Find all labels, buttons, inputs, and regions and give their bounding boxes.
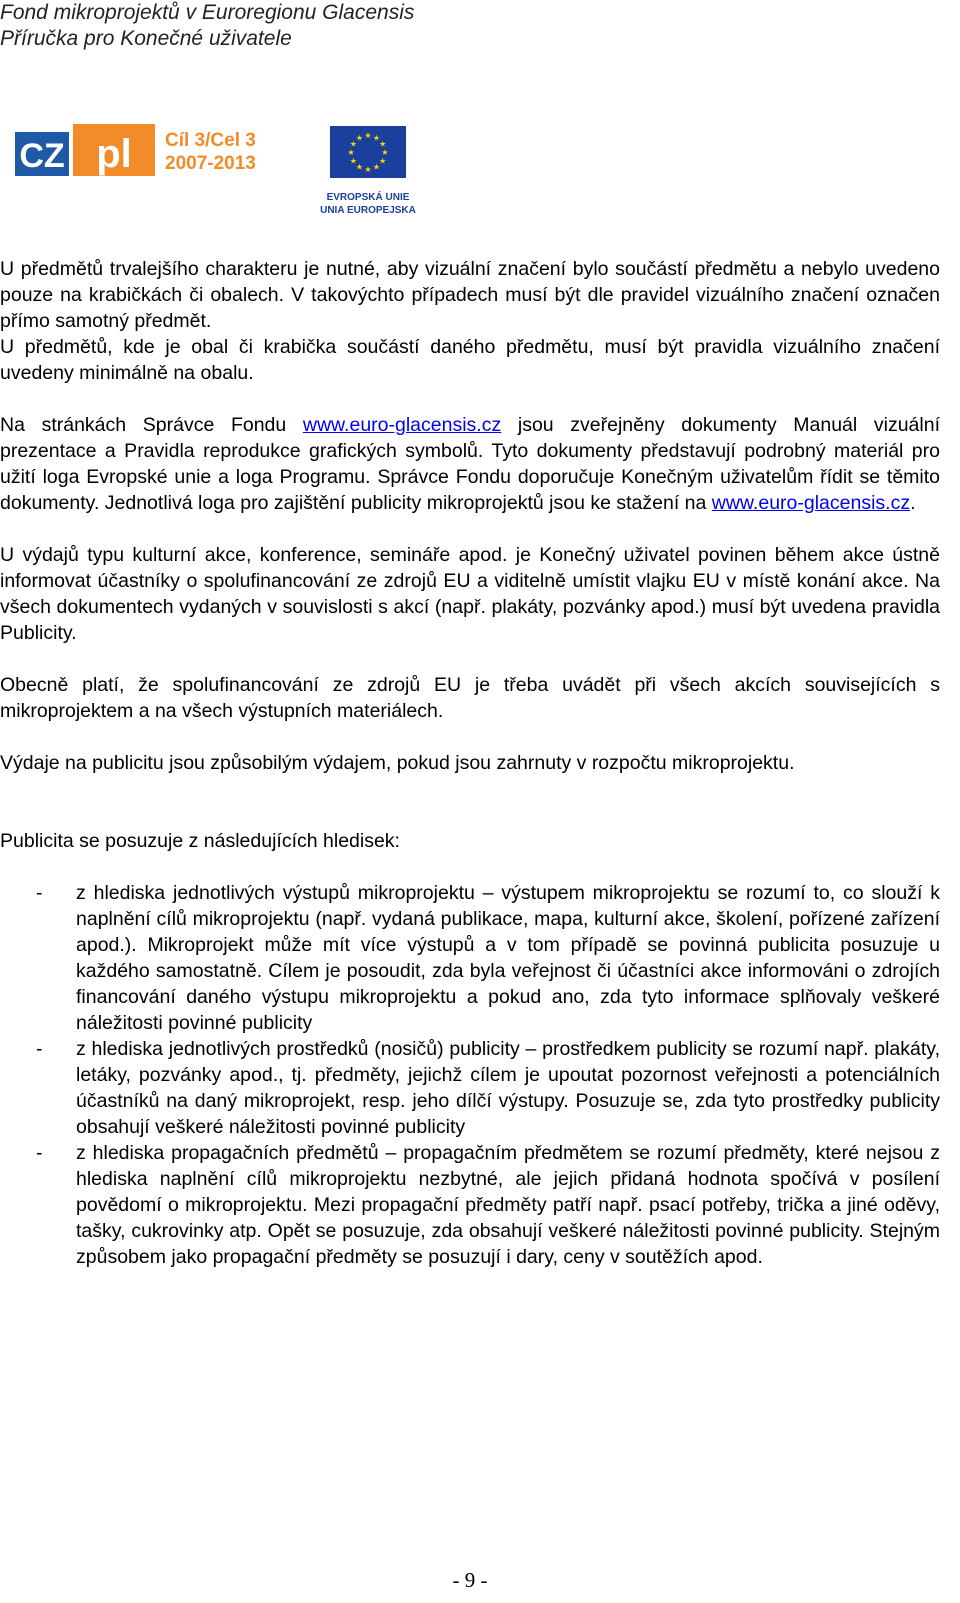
list-item-text: z hlediska propagačních předmětů – propagačním předmětem se rozumí předměty, které nejsou z hlediska naplnění cílů mikroprojektu nezbytné, ale jejich přidaná hodnota spočívá v posílení povědomí o mikroprojektu. Mezi propagační předměty patří např. psací potřeby, trička a jiné oděvy, tašky, cukrovinky atp. Opět se posuzuje, zda obsahují veškeré náležitosti povinné publicity. Stejným způsobem jako propagační předměty se posuzují i dary, ceny v soutěžích apod. [76,1142,940,1268]
czpl-logo-pl: pl [96,132,132,176]
page-number: - 9 - [452,1568,488,1592]
eu-star-icon: ★ [379,156,387,166]
running-header [0,0,414,52]
paragraph-assessment-intro: Publicita se posuzuje z následujících hledisek: [0,830,400,852]
list-dash: - [36,1142,43,1164]
eu-star-icon: ★ [364,131,372,140]
eu-flag-logo [320,126,416,216]
eu-star-icon: ★ [347,148,355,157]
eu-star-icon: ★ [349,139,357,149]
logo-bar [15,124,435,220]
paragraph-fund-documents: Na stránkách Správce Fondu www.euro-glacensis.cz jsou zveřejněny dokumenty Manuál vizuální prezentace a Pravidla reprodukce grafických symbolů. Tyto dokumenty představují podrobný materiál pro užití loga Evropské unie a loga Programu. Správce Fondu doporučuje Konečným uživatelům řídit se těmito dokumenty. Jednotlivá loga pro zajištění publicity mikroprojektů jsou ke stažení na www.euro-glacensis.cz. [0,414,940,514]
cil3-line1: Cíl 3/Cel 3 [165,130,256,151]
paragraph-general-rule: Obecně platí, že spolufinancování ze zdrojů EU je třeba uvádět při všech akcích souvisejících s mikroprojektem a na všech výstupních materiálech. [0,674,940,722]
eu-text-pl: UNIA EUROPEJSKA [320,205,416,216]
paragraph-cultural-events: U výdajů typu kulturní akce, konference, semináře apod. je Konečný uživatel povinen během akce ústně informovat účastníky o spolufinancování ze zdrojů EU a viditelně umístit vlajku EU v místě konání akce. Na všech dokumentech vydaných v souvislosti s akcí (např. plakáty, pozvánky apod.) musí být uvedena pravidla Publicity. [0,544,940,644]
eu-star-icon: ★ [364,165,372,174]
eu-star-icon: ★ [372,133,381,143]
paragraph-packaging: U předmětů, kde je obal či krabička součástí daného předmětu, musí být pravidla vizuálního značení uvedeny minimálně na obalu. [0,336,940,384]
eu-star-icon: ★ [372,162,381,172]
eu-star-icon: ★ [381,148,389,157]
czpl-logo [15,124,155,176]
list-dash: - [36,1038,43,1060]
czpl-logo-cz: CZ [19,137,65,175]
assessment-list [0,880,940,1270]
paragraph-eligible-costs: Výdaje na publicitu jsou způsobilým výdajem, pokud jsou zahrnuty v rozpočtu mikroprojektu. [0,752,795,774]
eu-star-icon: ★ [355,133,364,143]
list-item [0,880,940,1036]
eu-star-icon: ★ [355,162,364,172]
euro-glacensis-link[interactable]: www.euro-glacensis.cz [302,414,502,436]
eu-star-icon: ★ [349,156,357,166]
cil3-logo [165,130,256,174]
cil3-line2: 2007-2013 [165,153,256,174]
list-item [0,1036,940,1140]
eu-star-icon: ★ [379,139,387,149]
list-item-text: z hlediska jednotlivých výstupů mikroprojektu – výstupem mikroprojektu se rozumí to, co slouží k naplnění cílů mikroprojektu (např. vydaná publikace, mapa, kulturní akce, školení, pořízené zařízení apod.). Mikroprojekt může mít více výstupů a v tom případě se povinná publicita posuzuje u každého samostatně. Cílem je posoudit, zda byla veřejnost či účastníci akce informováni o zdrojích financování daného výstupu mikroprojektu a pokud ano, zda tyto informace splňovaly veškeré náležitosti povinné publicity [76,882,940,1034]
header-subtitle: Příručka pro Konečné uživatele [0,27,292,50]
header-title: Fond mikroprojektů v Euroregionu Glacensis [0,1,415,24]
document-body [0,256,940,1270]
list-item [0,1140,940,1270]
euro-glacensis-link-2[interactable]: www.euro-glacensis.cz [711,492,911,514]
list-item-text: z hlediska jednotlivých prostředků (nosičů) publicity – prostředkem publicity se rozumí např. plakáty, letáky, pozvánky apod., tj. předměty, jejichž cílem je upoutat pozornost veřejnosti a potenciálních účastníků na daný mikroprojekt, resp. jeho dílčí výstupy. Posuzuje se, zda tyto prostředky publicity obsahují veškeré náležitosti povinné publicity [76,1038,940,1138]
eu-text-cz: EVROPSKÁ UNIE [326,192,410,203]
list-dash: - [36,882,43,904]
paragraph-durable-items: U předmětů trvalejšího charakteru je nutné, aby vizuální značení bylo součástí předmětu a nebylo uvedeno pouze na krabičkách či obalech. V takovýchto případech musí být dle pravidel vizuálního značení označen přímo samotný předmět. [0,258,940,332]
